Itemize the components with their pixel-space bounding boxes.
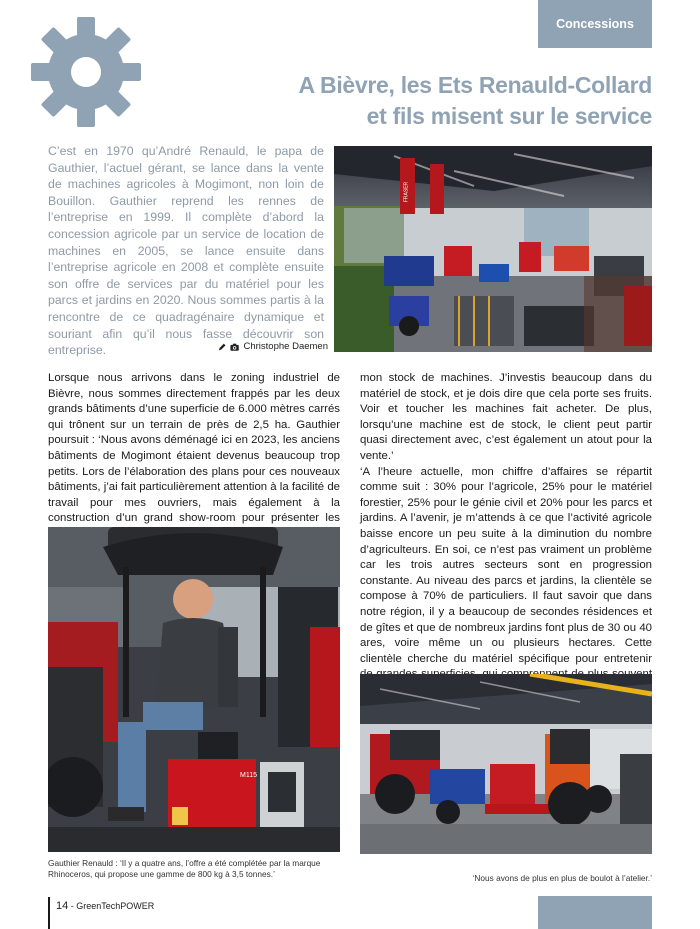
section-tag: Concessions: [538, 0, 652, 48]
article-column-1: [48, 371, 340, 543]
photo-credit: [218, 341, 328, 352]
page-footer: [56, 900, 154, 912]
article-paragraph: ‘A l’heure actuelle, mon chiffre d’affaires se répartit comme suit : 30% pour l’agricole, 25% pour le matériel forestier, 25% pour le génie civil et 20% pour les parcs et jardins. A l’avenir, je m’attends à ce que l’activité agricole baisse encore un peu suite à la diminution du nombre d’agriculteurs. En soi, ce n’est pas vraiment un problème car les trois autres secteurs sont en progression constante. Au niveau des parcs et jardins, la clientèle se compose à 70% de particuliers. Il faut savoir que dans notre région, il y a beaucoup de secondes résidences et de gîtes et que de nombreux jardins font plus de 30 ou 40 ares, voire même un ou plusieurs hectares. Cette clientèle cherche du matériel spécifique pour entretenir: [360, 465, 652, 665]
banner-text: FRASER: [403, 181, 410, 203]
portrait-caption: Gauthier Renauld : ‘Il y a quatre ans, l’offre a été complétée par la marque Rhinoceros, qui propose une gamme de 800 kg à 3,5 tonnes.’: [48, 858, 321, 879]
article-paragraph: mon stock de machines. J’investis beaucoup dans du matériel de stock, et je dois dire que cela porte ses fruits. Voir et toucher les machines fait acheter. De plus, lorsqu’une machine est de stock, le client peut partir quasi directement avec, c’est également un atout pour la vente.’: [360, 372, 652, 462]
title-line-1: A Bièvre, les Ets Renauld-Collard: [298, 72, 652, 98]
showroom-photo: [334, 146, 652, 352]
gear-icon: [30, 16, 142, 128]
portrait-photo: [48, 527, 340, 852]
footer-accent-box: [538, 896, 652, 929]
pen-icon: [218, 342, 226, 352]
publication-name: GreenTechPOWER: [76, 901, 155, 911]
camera-icon: [230, 342, 239, 352]
credit-name: Christophe Daemen: [243, 341, 328, 352]
title-line-2: et fils misent sur le service: [366, 103, 652, 129]
footer-rule: [48, 897, 50, 929]
intro-paragraph: C’est en 1970 qu’André Renauld, le papa de Gauthier, l’actuel gérant, se lance dans la vente de machines agricoles à Mogimont, non loin de Bouillon. Gauthier reprend les rennes de l’entreprise en 1999. Il complète d’abord la concession agricole par un service de location de machines en 2005, se lance ensuite dans l’entreprise agricole en 2008 et complète ensuite son offre de services par du matériel pour les parcs et jardins en 2020. Nous sommes partis à la rencontre de ce quadragénaire dynamique et souriant afin qu’il nous fasse découvrir son entreprise.: [48, 144, 324, 358]
workshop-caption: ‘Nous avons de plus en plus de boulot à l’atelier.’: [472, 873, 652, 883]
article-title: [232, 70, 652, 132]
page-number: 14: [56, 900, 69, 912]
footer-separator: -: [70, 901, 77, 911]
seat-badge-text: M115: [240, 772, 257, 779]
article-paragraph: Lorsque nous arrivons dans le zoning industriel de Bièvre, nous sommes directement frappés par les deux grands bâtiments d’une superficie de 6.000 mètres carrés qui trônent sur un terrain de près de 2,5 ha. Gauthier poursuit : ‘Nous avons déménagé ici en 2023, les anciens bâtiments de Mogimont étaient devenus beaucoup trop petits. Lors de l’élaboration des plans pour ces nouveaux bâtiments, j’ai fait particulièrement attention à la facilité de travail pour mes ouvriers, mais également à la construction d’un grand show-room pour présenter les: [48, 372, 340, 525]
workshop-photo: [360, 674, 652, 854]
